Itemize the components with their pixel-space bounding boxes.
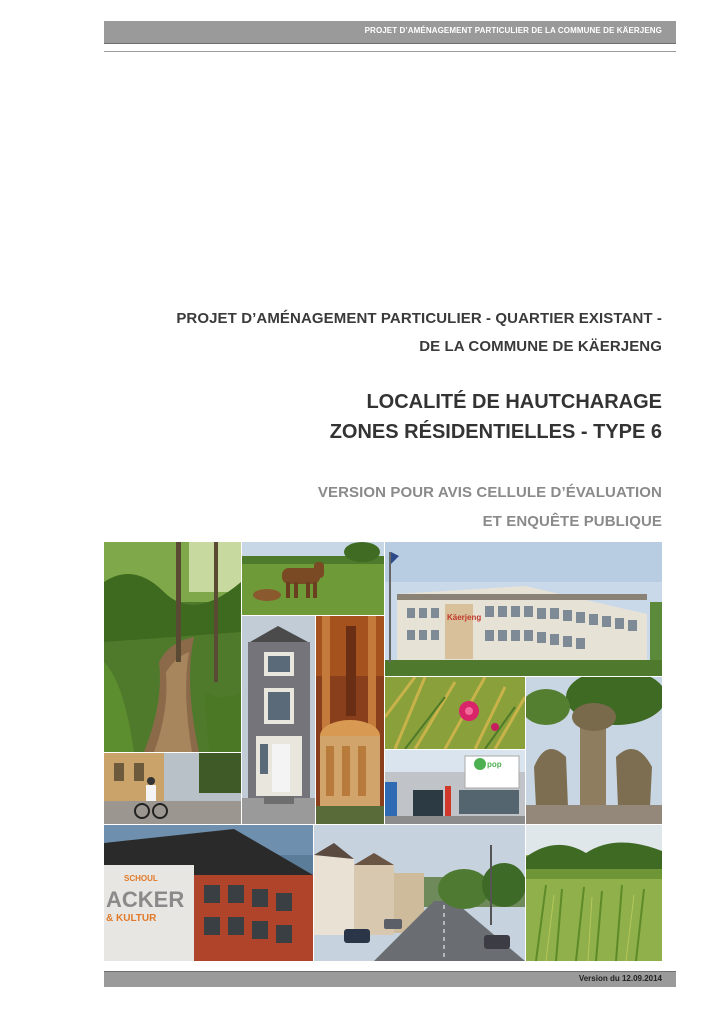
photo-pop-building — [385, 750, 525, 824]
town-hall-sign: Käerjeng — [447, 613, 482, 622]
photo-church-interior — [316, 616, 384, 824]
photo-street — [314, 825, 525, 961]
project-title-line-2: DE LA COMMUNE DE KÄERJENG — [419, 338, 662, 355]
photo-monument — [526, 677, 662, 824]
locality-title-line-2: ZONES RÉSIDENTIELLES - TYPE 6 — [329, 421, 662, 443]
locality-title-line-1: LOCALITÉ DE HAUTCHARAGE — [366, 391, 662, 413]
photo-forest-stream — [104, 542, 241, 752]
footer-bar — [104, 971, 676, 987]
project-title — [176, 305, 662, 361]
header-bar — [104, 21, 676, 44]
header-rule — [104, 51, 676, 52]
locality-title — [330, 387, 662, 447]
project-title-line-1: PROJET D’AMÉNAGEMENT PARTICULIER - QUARTIER EXISTANT - — [176, 310, 662, 327]
version-date: Version du 12.09.2014 — [578, 974, 662, 983]
header-text: PROJET D’AMÉNAGEMENT PARTICULIER DE LA COMMUNE DE KÄERJENG — [364, 26, 662, 35]
school-sign-bottom: & KULTUR — [106, 913, 157, 924]
version-subtitle — [318, 478, 662, 536]
photo-wheat-flower — [385, 677, 525, 749]
school-sign-top: SCHOUL — [124, 874, 158, 883]
photo-meadow — [526, 825, 662, 961]
school-sign-main: ACKER — [106, 887, 185, 912]
pop-sign: pop — [487, 760, 502, 769]
version-subtitle-line-1: VERSION POUR AVIS CELLULE D’ÉVALUATION — [317, 484, 662, 501]
photo-school — [104, 825, 313, 961]
photo-cyclist — [104, 753, 241, 824]
photo-collage — [104, 542, 662, 961]
version-subtitle-line-2: ET ENQUÊTE PUBLIQUE — [482, 513, 662, 530]
photo-grey-house — [242, 616, 315, 824]
photo-town-hall — [385, 542, 662, 676]
photo-horses — [242, 542, 384, 615]
